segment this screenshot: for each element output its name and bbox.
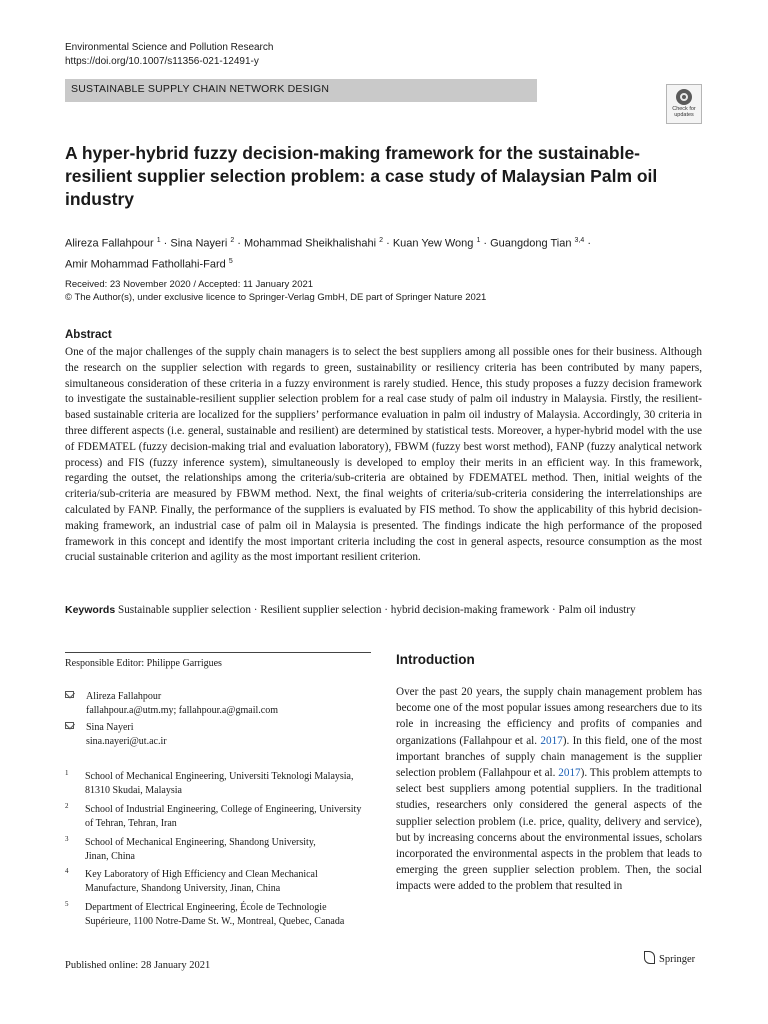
paragraph-text: ). This problem attempts to select best suppliers among potential suppliers. In the traditional studies, researchers only considered the general aspects of the supplier selection problem (i.e. price, quality, delivery and service), but by increasing concerns about the environmental issues, scholars incorporated the environmental aspects in the problem that leads to emerging the green supplier selection problem. Then, the social impacts were added to the problem that resulted in xyxy=(396,767,702,893)
abstract-heading: Abstract xyxy=(65,329,112,341)
keywords-line xyxy=(65,603,705,618)
affiliation-number: 4 xyxy=(65,867,69,875)
affiliation-number: 2 xyxy=(65,802,69,810)
introduction-body xyxy=(396,684,702,895)
author-list: Alireza Fallahpour $^1$ · Sina Nayeri $^2$ · Mohammad Sheikhalishahi $^2$ · Kuan Yew Wong $^1$ · Guangdong Tian $^{3,4}$ · Amir Mohammad Fathollahi-Fard $^5$ xyxy=(65,237,592,271)
responsible-editor: Responsible Editor: Philippe Garrigues xyxy=(65,658,222,669)
contact-name: Alireza Fallahpour xyxy=(86,691,162,702)
author-name[interactable]: Guangdong Tian xyxy=(490,237,572,250)
badge-label: Check for updates xyxy=(672,106,696,118)
affiliation-line: School of Mechanical Engineering, Universiti Teknologi Malaysia, xyxy=(85,771,354,782)
column-divider xyxy=(65,652,371,653)
author-name[interactable]: Amir Mohammad Fathollahi-Fard xyxy=(65,258,226,271)
author-affiliation-ref: 1 xyxy=(476,237,481,244)
topic-banner xyxy=(65,79,537,102)
topic-label: SUSTAINABLE SUPPLY CHAIN NETWORK DESIGN xyxy=(71,83,330,95)
contact-name: Sina Nayeri xyxy=(86,722,134,733)
envelope-icon xyxy=(65,722,74,729)
keywords-list: Sustainable supplier selection · Resilient supplier selection · hybrid decision-making framework · Palm oil industry xyxy=(117,604,636,616)
affiliation-line: of Tehran, Tehran, Iran xyxy=(85,817,177,829)
citation-link[interactable]: 2017 xyxy=(558,767,581,780)
author-affiliation-ref: 1 xyxy=(156,237,161,244)
publisher-logo xyxy=(644,951,695,965)
affiliation-line: Jinan, China xyxy=(85,850,135,862)
abstract-body: One of the major challenges of the supply chain managers is to select the best suppliers among all possible ones for their business. Although the research on the supplier selection with regards to green, sustainability or resiliency criteria has been contributed by many papers, simultaneous consideration of these criteria in a fuzzy environment is rarely studied. Hence, this study proposes a fuzzy decision framework to investigate the sustainable-resilient supplier selection problem for a real case study of palm oil industry in Malaysia. Firstly, the resilient-based sustainable criteria are localized for the suppliers’ performance evaluation in palm oil industry of Malaysia. Accordingly, 30 criteria in three different aspects (i.e. general, sustainable and resilient) are determined by statistical tests. Moreover, a hyper-hybrid model with the use of FDEMATEL (fuzzy decision-making trial and evaluation laboratory), FBWM (fuzzy best worst method), FANP (fuzzy analytical network process) and FIS (fuzzy inference system), simultaneously is developed to employ their merits in an efficient way. In this framework, regarding the outset, the relationships among the criteria/sub-criteria are obtained by FDEMATEL method. Then, initial weights of the criteria/sub-criteria are measured by FBWM method. Next, the final weights of criteria/sub-criteria considering the interrelationships are calculated by FANP. Finally, the performance of the suppliers is evaluated by FIS method. To show the applicability of this hybrid decision-making framework, an industrial case of palm oil in Malaysia is presented. The findings indicate the high performance of the proposed framework in this concept and identify the most important criteria including the cost in general aspects, resource consumption as the most crucial sustainable criterion and agility as the most important resilient criterion. xyxy=(65,346,702,564)
author-name[interactable]: Mohammad Sheikhalishahi xyxy=(244,237,377,250)
author-affiliation-ref: 5 xyxy=(228,257,233,265)
author-affiliation-ref: 2 xyxy=(230,237,235,244)
publisher-name: Springer xyxy=(659,954,696,965)
author-name[interactable]: Alireza Fallahpour xyxy=(65,237,154,250)
author-affiliation-ref: 3,4 xyxy=(574,237,585,244)
check-updates-icon xyxy=(676,89,692,105)
affiliation-line: Supérieure, 1100 Notre-Dame St. W., Montreal, Quebec, Canada xyxy=(85,915,345,927)
author-affiliation-ref: 2 xyxy=(379,237,384,244)
corresponding-author xyxy=(65,721,365,749)
corresponding-author xyxy=(65,690,365,718)
affiliation-line: School of Industrial Engineering, College of Engineering, University xyxy=(85,804,362,815)
contact-email[interactable]: sina.nayeri@ut.ac.ir xyxy=(86,735,167,747)
envelope-icon xyxy=(65,691,74,698)
author-name[interactable]: Sina Nayeri xyxy=(170,237,228,250)
affiliation-number: 1 xyxy=(65,769,69,777)
citation-link[interactable]: 2017 xyxy=(540,734,563,747)
journal-name: Environmental Science and Pollution Research xyxy=(65,42,274,53)
paragraph-text: Over the past 20 years, the supply chain management problem has become one of the most popular issues among researchers due to its role in increasing the efficiency and profits of companies and organizations (Fallahpour et al. xyxy=(396,686,702,747)
published-date: Published online: 28 January 2021 xyxy=(65,960,211,971)
author-name[interactable]: Kuan Yew Wong xyxy=(392,237,474,250)
affiliation-number: 3 xyxy=(65,835,69,843)
paragraph-text: ). In this field, one of the most important branches of supply chain management is the supplier selection problem (Fallahpour et al. xyxy=(396,734,702,780)
affiliation-line: School of Mechanical Engineering, Shandong University, xyxy=(85,837,316,848)
springer-horse-icon xyxy=(644,951,655,964)
affiliation-line: Key Laboratory of High Efficiency and Clean Mechanical xyxy=(85,869,318,880)
article-dates: Received: 23 November 2020 / Accepted: 11 January 2021 xyxy=(65,279,314,290)
affiliation-number: 5 xyxy=(65,900,69,908)
contact-email[interactable]: fallahpour.a@utm.my; fallahpour.a@gmail.com xyxy=(86,704,278,716)
copyright-line: © The Author(s), under exclusive licence to Springer-Verlag GmbH, DE part of Springer Nature 2021 xyxy=(65,292,487,303)
article-title: A hyper-hybrid fuzzy decision-making framework for the sustainable-resilient supplier selection problem: a case study of Malaysian Palm oil industry xyxy=(65,143,658,209)
affiliation-line: Manufacture, Shandong University, Jinan, China xyxy=(85,882,281,894)
affiliation-line: Department of Electrical Engineering, École de Technologie xyxy=(85,902,327,913)
section-heading-introduction: Introduction xyxy=(396,652,475,667)
check-for-updates-badge[interactable] xyxy=(666,84,702,124)
doi-link[interactable]: https://doi.org/10.1007/s11356-021-12491-y xyxy=(65,56,259,67)
keywords-label: Keywords xyxy=(65,604,116,616)
affiliation-line: 81310 Skudai, Malaysia xyxy=(85,784,182,796)
